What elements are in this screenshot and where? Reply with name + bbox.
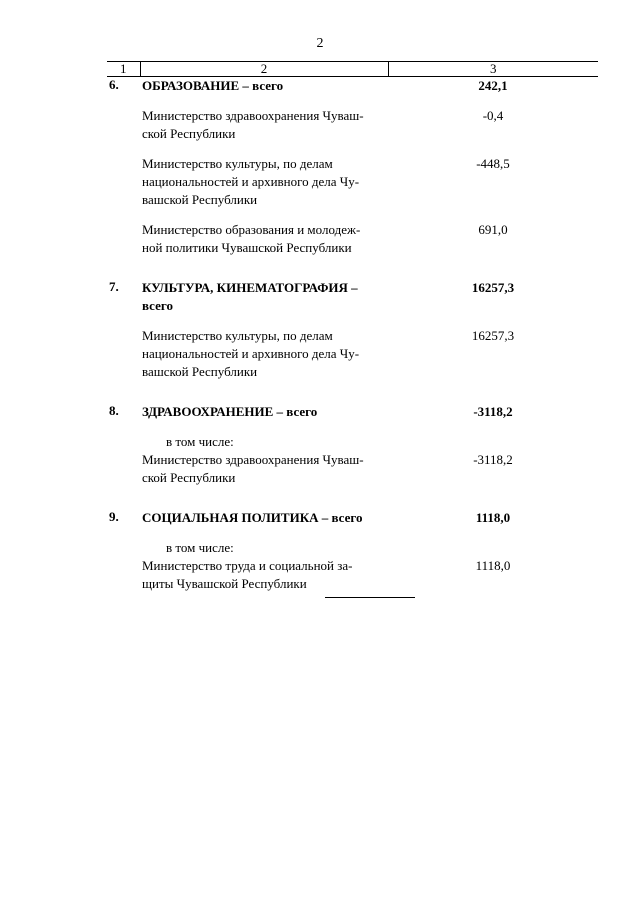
- table-row: [107, 107, 598, 143]
- row-title: в том числе: Министерство труда и социальной за- щиты Чувашской Республики: [140, 539, 388, 593]
- row-number: 6.: [109, 77, 119, 92]
- row-title: СОЦИАЛЬНАЯ ПОЛИТИКА – всего: [142, 510, 363, 525]
- table-row: [107, 221, 598, 257]
- row-title: Министерство культуры, по делам национальностей и архивного дела Чу- вашской Республики: [142, 156, 360, 207]
- row-amount: 16257,3: [471, 328, 515, 343]
- row-title: КУЛЬТУРА, КИНЕМАТОГРАФИЯ – всего: [142, 280, 358, 313]
- including-label: в том числе:: [166, 434, 234, 449]
- row-amount: 1118,0: [475, 510, 511, 525]
- header-col-1: 1: [107, 62, 140, 77]
- header-col-3: 3: [388, 62, 598, 77]
- row-amount: -3118,2: [473, 404, 513, 419]
- including-label: в том числе:: [166, 540, 234, 555]
- row-title: Министерство образования и молодеж- ной политики Чувашской Республики: [142, 222, 361, 255]
- table-row: [107, 403, 598, 421]
- row-amount: 691,0: [478, 222, 508, 237]
- row-amount: -0,4: [482, 108, 504, 123]
- row-title: ЗДРАВООХРАНЕНИЕ – всего: [142, 404, 318, 419]
- table-header-row: [107, 62, 598, 77]
- row-title: Министерство здравоохранения Чуваш- ской Республики: [142, 108, 364, 141]
- table-row: [107, 155, 598, 209]
- row-title: Министерство культуры, по делам национальностей и архивного дела Чу- вашской Республики: [142, 328, 360, 379]
- row-number: 8.: [109, 403, 119, 418]
- row-title: ОБРАЗОВАНИЕ – всего: [142, 78, 284, 93]
- table-row: [107, 279, 598, 315]
- row-amount: 16257,3: [471, 280, 515, 295]
- row-title: в том числе: Министерство здравоохранения Чуваш- ской Республики: [140, 433, 388, 487]
- end-divider: [325, 597, 415, 598]
- table-row: [107, 539, 598, 593]
- budget-table: [107, 61, 598, 593]
- page-number: 2: [316, 36, 324, 51]
- table-row: [107, 433, 598, 487]
- row-number: 7.: [109, 279, 119, 294]
- row-amount: 1118,0: [475, 558, 511, 573]
- header-col-2: 2: [140, 62, 388, 77]
- row-amount: -3118,2: [473, 452, 513, 467]
- row-amount: 242,1: [478, 78, 508, 93]
- row-number: 9.: [109, 509, 119, 524]
- table-row: [107, 77, 598, 96]
- table-row: [107, 509, 598, 527]
- table-row: [107, 327, 598, 381]
- row-amount: -448,5: [476, 156, 510, 171]
